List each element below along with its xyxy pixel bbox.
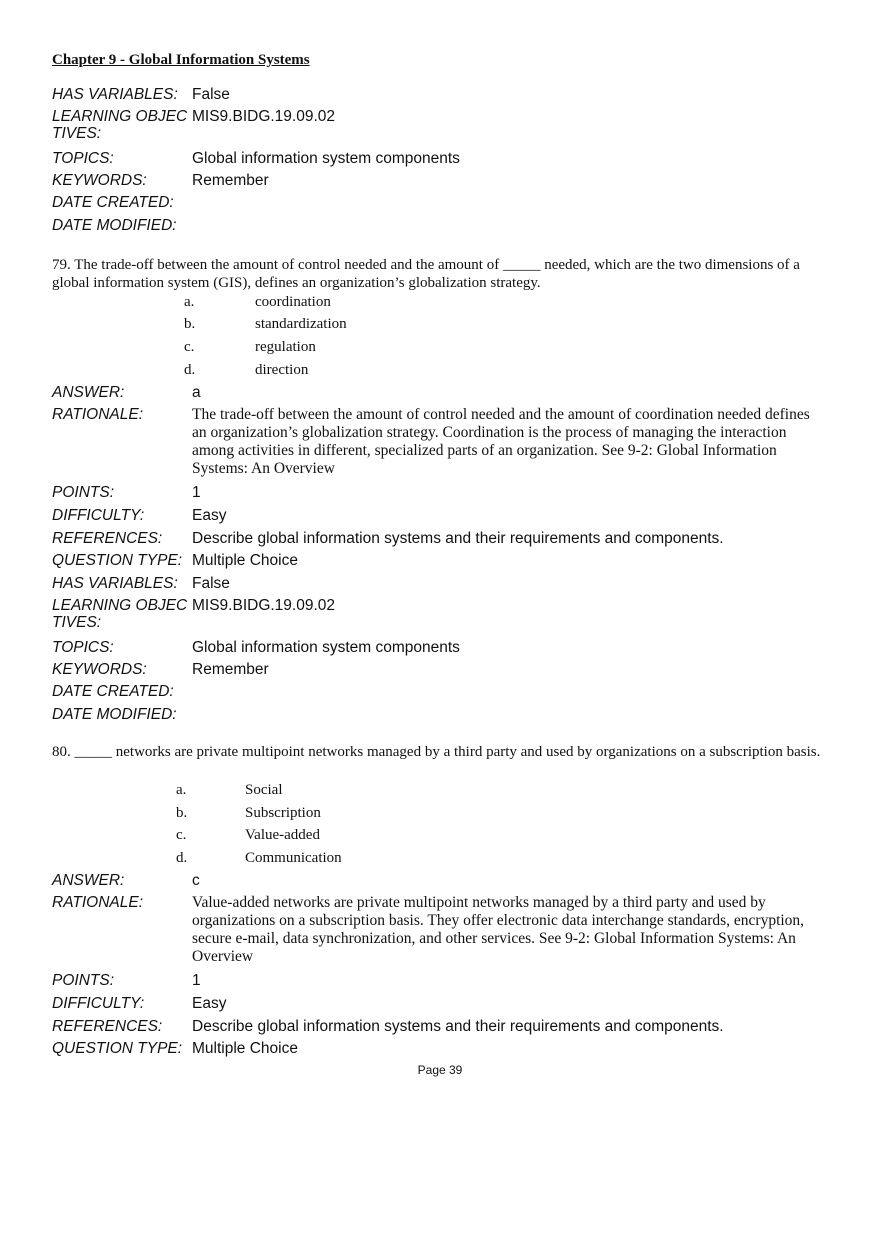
- option-letter: a.: [184, 294, 195, 310]
- q80-metadata: [52, 872, 832, 1063]
- option-text: Communication: [245, 850, 342, 866]
- question-type-label: QUESTION TYPE:: [52, 552, 183, 569]
- topics-label: TOPICS:: [52, 639, 114, 656]
- learning-objectives-label: [52, 108, 192, 150]
- learning-objectives-label-line2: TIVES:: [52, 614, 102, 631]
- points-value: 1: [192, 484, 201, 501]
- date-created-label: DATE CREATED:: [52, 683, 174, 700]
- points-value: 1: [192, 972, 201, 989]
- option-text: standardization: [255, 316, 347, 332]
- keywords-row: [52, 661, 832, 683]
- question-type-row: [52, 552, 832, 575]
- rationale-row: [52, 406, 832, 484]
- points-row: [52, 484, 832, 507]
- points-label: POINTS:: [52, 484, 115, 501]
- option-letter: b.: [176, 805, 188, 821]
- date-modified-value: [232, 217, 832, 239]
- keywords-value: Remember: [192, 661, 269, 678]
- difficulty-row: [52, 507, 832, 530]
- references-label: REFERENCES:: [52, 530, 163, 547]
- date-created-row: [52, 194, 832, 217]
- learning-objectives-value: MIS9.BIDG.19.09.02: [192, 108, 336, 125]
- date-created-value: [232, 683, 832, 706]
- option-text: coordination: [255, 294, 331, 310]
- date-created-row: [52, 683, 832, 706]
- option-letter: c.: [176, 827, 187, 843]
- learning-objectives-label-line1: LEARNING OBJEC: [52, 597, 188, 614]
- chapter-title: Chapter 9 - Global Information Systems: [52, 52, 310, 68]
- date-modified-label: DATE MODIFIED:: [52, 706, 177, 723]
- topics-value: Global information system components: [192, 150, 460, 167]
- question-type-value: Multiple Choice: [192, 552, 298, 569]
- keywords-label: KEYWORDS:: [52, 172, 147, 189]
- answer-row: [52, 384, 832, 406]
- has-variables-row: [52, 575, 832, 597]
- difficulty-row: [52, 995, 832, 1018]
- has-variables-value: False: [192, 86, 230, 103]
- date-modified-label: DATE MODIFIED:: [52, 217, 177, 234]
- option-letter: b.: [184, 316, 196, 332]
- topics-row: [52, 150, 832, 172]
- keywords-row: [52, 172, 832, 194]
- question-type-value: Multiple Choice: [192, 1040, 298, 1057]
- learning-objectives-row: [52, 108, 832, 150]
- date-modified-row: [52, 706, 832, 728]
- rationale-label: RATIONALE:: [52, 406, 144, 423]
- learning-objectives-label-line1: LEARNING OBJEC: [52, 108, 188, 125]
- question-type-label: QUESTION TYPE:: [52, 1040, 183, 1057]
- points-row: [52, 972, 832, 995]
- answer-value: c: [192, 872, 200, 889]
- references-value: Describe global information systems and their requirements and components.: [192, 530, 724, 547]
- learning-objectives-label: [52, 597, 192, 639]
- question-type-row: [52, 1040, 832, 1063]
- learning-objectives-value: MIS9.BIDG.19.09.02: [192, 597, 336, 614]
- keywords-value: Remember: [192, 172, 269, 189]
- references-value: Describe global information systems and their requirements and components.: [192, 1018, 724, 1035]
- difficulty-label: DIFFICULTY:: [52, 995, 145, 1012]
- option-text: Subscription: [245, 805, 321, 821]
- option-text: direction: [255, 362, 309, 378]
- difficulty-value: Easy: [192, 995, 227, 1012]
- question-79-text: 79. The trade-off between the amount of control needed and the amount of _____ needed, which are the two dimensions of a global information system (GIS), defines an organization’s globalization strategy.: [52, 257, 800, 291]
- option-text: Social: [245, 782, 283, 798]
- answer-row: [52, 872, 832, 894]
- difficulty-value: Easy: [192, 507, 227, 524]
- rationale-value: The trade-off between the amount of control needed and the amount of coordination needed defines an organization’s globalization strategy. Coordination is the process of managing the interaction among activities in different, specialized parts of an organization. See 9-2: Global Information Systems: An Overview: [192, 406, 810, 477]
- rationale-value: Value-added networks are private multipoint networks managed by a third party and used by organizations on a subscription basis. They offer electronic data interchange standards, encryption, secure e-mail, data synchronization, and other services. See 9-2: Global Information Systems: An Overview: [192, 894, 805, 965]
- difficulty-label: DIFFICULTY:: [52, 507, 145, 524]
- references-label: REFERENCES:: [52, 1018, 163, 1035]
- answer-value: a: [192, 384, 201, 401]
- topics-value: Global information system components: [192, 639, 460, 656]
- has-variables-value: False: [192, 575, 230, 592]
- top-metadata: [52, 86, 832, 239]
- has-variables-row: [52, 86, 832, 108]
- keywords-label: KEYWORDS:: [52, 661, 147, 678]
- rationale-label: RATIONALE:: [52, 894, 144, 911]
- rationale-row: [52, 894, 832, 972]
- answer-label: ANSWER:: [52, 872, 125, 889]
- option-letter: d.: [176, 850, 188, 866]
- q79-metadata: [52, 384, 832, 728]
- date-modified-value: [232, 706, 832, 728]
- learning-objectives-row: [52, 597, 832, 639]
- date-modified-row: [52, 217, 832, 239]
- answer-label: ANSWER:: [52, 384, 125, 401]
- question-80-text: 80. _____ networks are private multipoint networks managed by a third party and used by organizations on a subscription basis.: [52, 744, 821, 760]
- option-text: regulation: [255, 339, 316, 355]
- topics-row: [52, 639, 832, 661]
- references-row: [52, 530, 832, 552]
- option-text: Value-added: [245, 827, 320, 843]
- date-created-label: DATE CREATED:: [52, 194, 174, 211]
- topics-label: TOPICS:: [52, 150, 114, 167]
- option-letter: c.: [184, 339, 195, 355]
- points-label: POINTS:: [52, 972, 115, 989]
- option-letter: d.: [184, 362, 196, 378]
- date-created-value: [232, 194, 832, 217]
- has-variables-label: HAS VARIABLES:: [52, 575, 178, 592]
- learning-objectives-label-line2: TIVES:: [52, 125, 102, 142]
- page-number: Page 39: [417, 1063, 463, 1077]
- option-letter: a.: [176, 782, 187, 798]
- has-variables-label: HAS VARIABLES:: [52, 86, 178, 103]
- references-row: [52, 1018, 832, 1040]
